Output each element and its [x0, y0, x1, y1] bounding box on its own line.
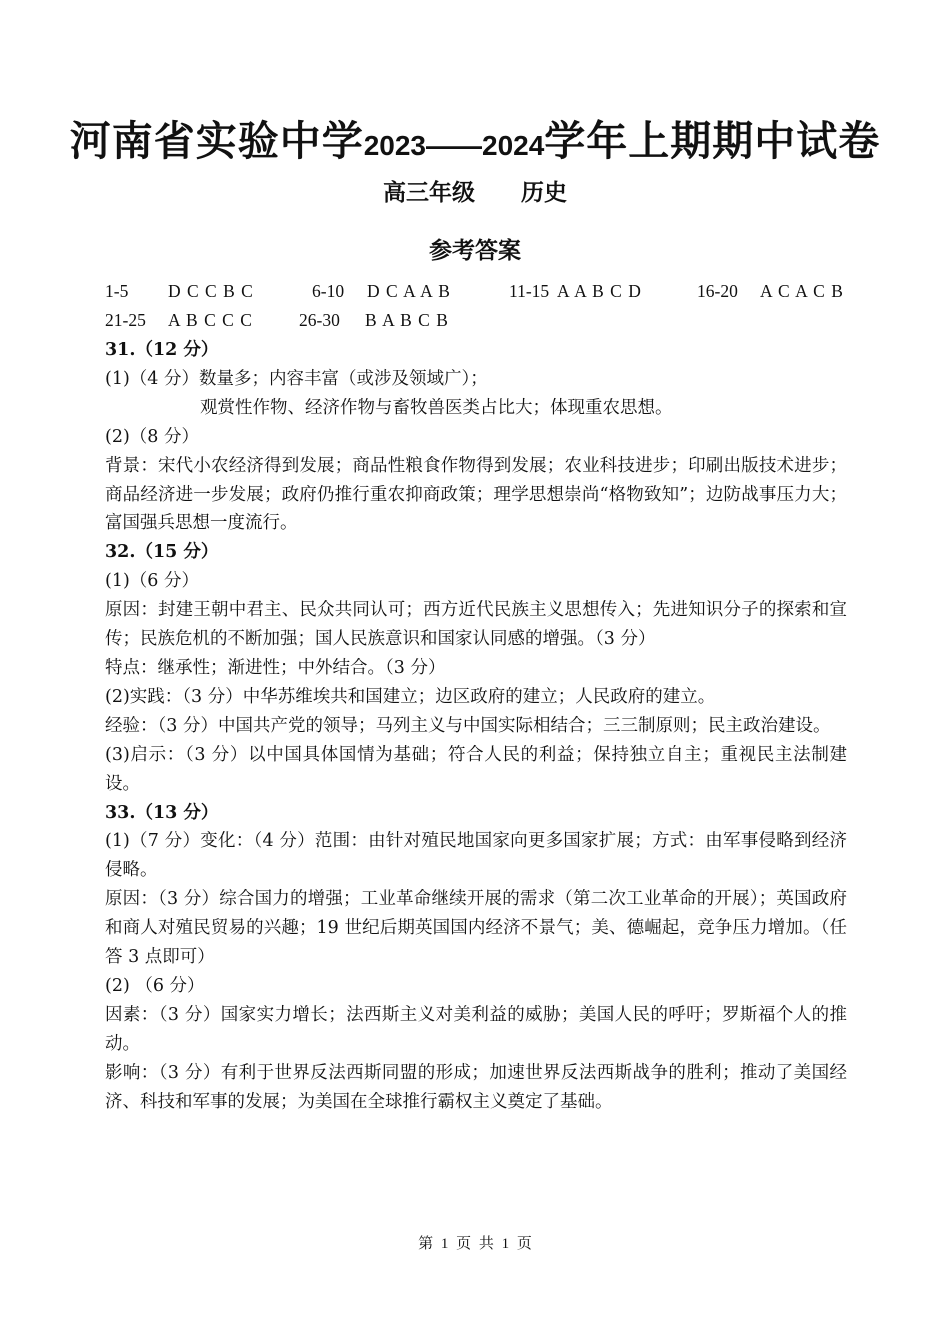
- mc-answers-4: A C A C B: [760, 281, 843, 301]
- q32-feature: 特点：继承性；渐进性；中外结合。（3 分）: [105, 657, 446, 678]
- q31-part1-cont: 观赏性作物、经济作物与畜牧兽医类占比大；体现重农思想。: [200, 397, 673, 418]
- answer-content: [105, 336, 847, 1116]
- mc-range-2: 6-10: [312, 281, 345, 301]
- q33-part2-label: (2) （6 分）: [105, 975, 205, 996]
- grade-subject: 高三年级 历史: [383, 180, 567, 206]
- q33-change: (1)（7 分）变化：（4 分）范围：由针对殖民地国家向更多国家扩展；方式：由军事侵略到经济侵略。: [105, 831, 847, 881]
- mc-answers-2: D C A A B: [367, 281, 450, 301]
- q32-lesson: (3)启示：（3 分）以中国具体国情为基础；符合人民的利益；保持独立自主；重视民主法制建设。: [105, 744, 847, 794]
- mc-answers-1: D C C B C: [168, 281, 253, 301]
- q31-part1: (1)（4 分）数量多；内容丰富（或涉及领域广）；: [105, 368, 488, 389]
- q32-practice: (2)实践：（3 分）中华苏维埃共和国建立；边区政府的建立；人民政府的建立。: [105, 686, 716, 707]
- q31-part2-label: (2)（8 分）: [105, 426, 199, 447]
- answer-heading: 参考答案: [429, 238, 521, 264]
- title-suffix: 学年上期期中试卷: [544, 117, 881, 165]
- mc-range-1: 1-5: [105, 281, 129, 301]
- q33-reason: 原因：（3 分）综合国力的增强；工业革命继续开展的需求（第二次工业革命的开展）；英国政府和商人对殖民贸易的兴趣；19 世纪后期英国国内经济不景气；美、德崛起，竞争压力增加。（任答 3 点即可）: [105, 889, 847, 968]
- q33-title: 33.（13 分）: [105, 802, 219, 823]
- mc-range-3: 11-15: [509, 281, 550, 301]
- title-years: 2023——2024: [363, 130, 545, 161]
- q32-title: 32.（15 分）: [105, 542, 219, 563]
- mc-range-5: 21-25: [105, 310, 146, 330]
- mc-range-4: 16-20: [697, 281, 738, 301]
- title-prefix: 河南省实验中学: [69, 117, 364, 165]
- q32-part1-label: (1)（6 分）: [105, 571, 199, 592]
- mc-answers-5: A B C C C: [168, 310, 252, 330]
- q32-experience: 经验：（3 分）中国共产党的领导；马列主义与中国实际相结合；三三制原则；民主政治建设。: [105, 715, 831, 736]
- q31-title: 31.（12 分）: [105, 340, 219, 360]
- q33-factor: 因素：（3 分）国家实力增长；法西斯主义对美利益的威胁；美国人民的呼吁；罗斯福个人的推动。: [105, 1004, 847, 1054]
- q32-reason: 原因：封建王朝中君主、民众共同认可；西方近代民族主义思想传入；先进知识分子的探索和宣传；民族危机的不断加强；国人民族意识和国家认同感的增强。（3 分）: [105, 600, 847, 650]
- q33-impact: 影响：（3 分）有利于世界反法西斯同盟的形成；加速世界反法西斯战争的胜利；推动了美国经济、科技和军事的发展；为美国在全球推行霸权主义奠定了基础。: [105, 1062, 847, 1112]
- mc-answers-3: A A B C D: [557, 281, 641, 301]
- mc-answers-6: B A B C B: [365, 310, 448, 330]
- page-number: 第 1 页 共 1 页: [418, 1236, 532, 1252]
- document-title: [0, 108, 950, 167]
- q31-background: 背景：宋代小农经济得到发展；商品性粮食作物得到发展；农业科技进步；印刷出版技术进步；商品经济进一步发展；政府仍推行重农抑商政策；理学思想崇尚“格物致知”；边防战事压力大；富国强兵思想一度流行。: [105, 455, 847, 534]
- mc-range-6: 26-30: [299, 310, 340, 330]
